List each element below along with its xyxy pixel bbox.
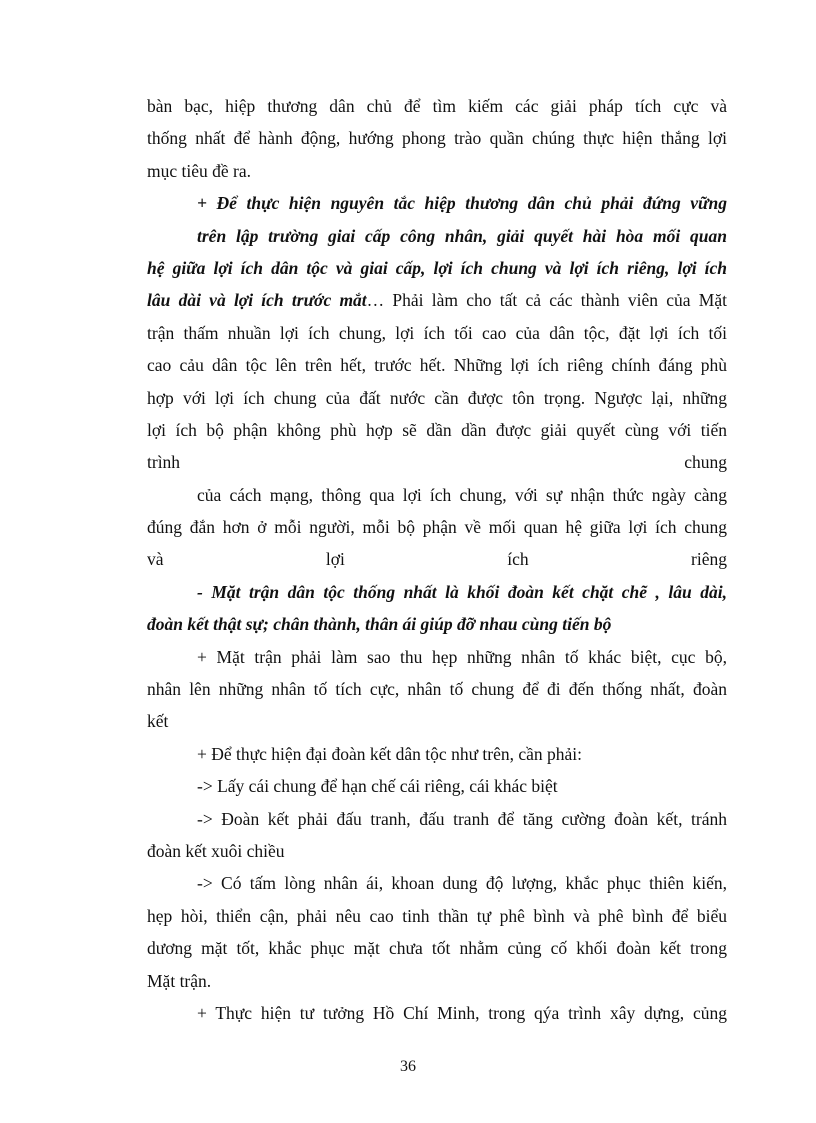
text-line: thống nhất để hành động, hướng phong trào quần chúng thực hiện thắng lợi bbox=[147, 128, 727, 149]
spread-word: và bbox=[147, 549, 164, 570]
regular-phrase: … Phải làm cho tất cả các thành viên của Mặt bbox=[366, 290, 727, 311]
text-line: mục tiêu đề ra. bbox=[147, 160, 251, 181]
text-line: trận thấm nhuần lợi ích chung, lợi ích tối cao của dân tộc, đặt lợi ích tối bbox=[147, 322, 727, 343]
text-line: -> Đoàn kết phải đấu tranh, đấu tranh để tăng cường đoàn kết, tránh bbox=[197, 808, 727, 829]
text-line: của cách mạng, thông qua lợi ích chung, với sự nhận thức ngày càng bbox=[197, 484, 727, 505]
spread-word: riêng bbox=[691, 549, 727, 570]
spread-word: chung bbox=[684, 452, 727, 473]
text-line: đoàn kết xuôi chiều bbox=[147, 840, 285, 861]
text-line: kết bbox=[147, 711, 169, 732]
text-line: lợi ích bộ phận không phù hợp sẽ dần dần được giải quyết cùng với tiến bbox=[147, 419, 727, 440]
text-line: + Để thực hiện đại đoàn kết dân tộc như trên, cần phải: bbox=[197, 743, 583, 764]
mixed-line bbox=[147, 284, 727, 316]
spread-line bbox=[147, 543, 727, 575]
bold-italic-line: - Mặt trận dân tộc thống nhất là khối đoàn kết chặt chẽ , lâu dài, bbox=[197, 581, 727, 602]
spread-word: lợi bbox=[325, 549, 345, 570]
bold-italic-line: đoàn kết thật sự; chân thành, thân ái giúp đỡ nhau cùng tiến bộ bbox=[147, 614, 612, 635]
text-line: cao cảu dân tộc lên trên hết, trước hết. Những lợi ích riêng chính đáng phù bbox=[147, 355, 727, 376]
text-line: -> Có tấm lòng nhân ái, khoan dung độ lượng, khắc phục thiên kiến, bbox=[197, 873, 727, 894]
spread-word: trình bbox=[147, 452, 181, 473]
spread-word: ích bbox=[507, 549, 529, 570]
text-line: nhân lên những nhân tố tích cực, nhân tố chung để đi đến thống nhất, đoàn bbox=[147, 679, 727, 700]
text-line: + Mặt trận phải làm sao thu hẹp những nhân tố khác biệt, cục bộ, bbox=[197, 646, 727, 667]
text-line: dương mặt tốt, khắc phục mặt chưa tốt nhằm củng cố khối đoàn kết trong bbox=[147, 938, 727, 959]
text-line: bàn bạc, hiệp thương dân chủ để tìm kiếm các giải pháp tích cực và bbox=[147, 96, 727, 116]
text-line: hẹp hòi, thiển cận, phải nêu cao tinh thần tự phê bình và phê bình để biểu bbox=[147, 905, 727, 926]
spread-line bbox=[147, 446, 727, 478]
body-text bbox=[147, 90, 727, 1029]
text-line: hợp với lợi ích chung của đất nước cần được tôn trọng. Ngược lại, những bbox=[147, 387, 727, 408]
bold-italic-line: trên lập trường giai cấp công nhân, giải quyết hài hòa mối quan bbox=[197, 225, 727, 246]
bold-italic-line: + Để thực hiện nguyên tắc hiệp thương dân chủ phải đứng vững bbox=[197, 193, 727, 214]
text-line: -> Lấy cái chung để hạn chế cái riêng, cái khác biệt bbox=[197, 776, 558, 797]
page-number: 36 bbox=[400, 1058, 416, 1075]
bold-italic-line: hệ giữa lợi ích dân tộc và giai cấp, lợi ích chung và lợi ích riêng, lợi ích bbox=[147, 257, 727, 278]
bold-italic-phrase: lâu dài và lợi ích trước mắt bbox=[147, 290, 367, 311]
text-line: đúng đắn hơn ở mỗi người, mỗi bộ phận về mối quan hệ giữa lợi ích chung bbox=[147, 517, 727, 538]
text-line: + Thực hiện tư tưởng Hồ Chí Minh, trong qýa trình xây dựng, củng bbox=[197, 1002, 727, 1023]
text-line: Mặt trận. bbox=[147, 970, 212, 991]
